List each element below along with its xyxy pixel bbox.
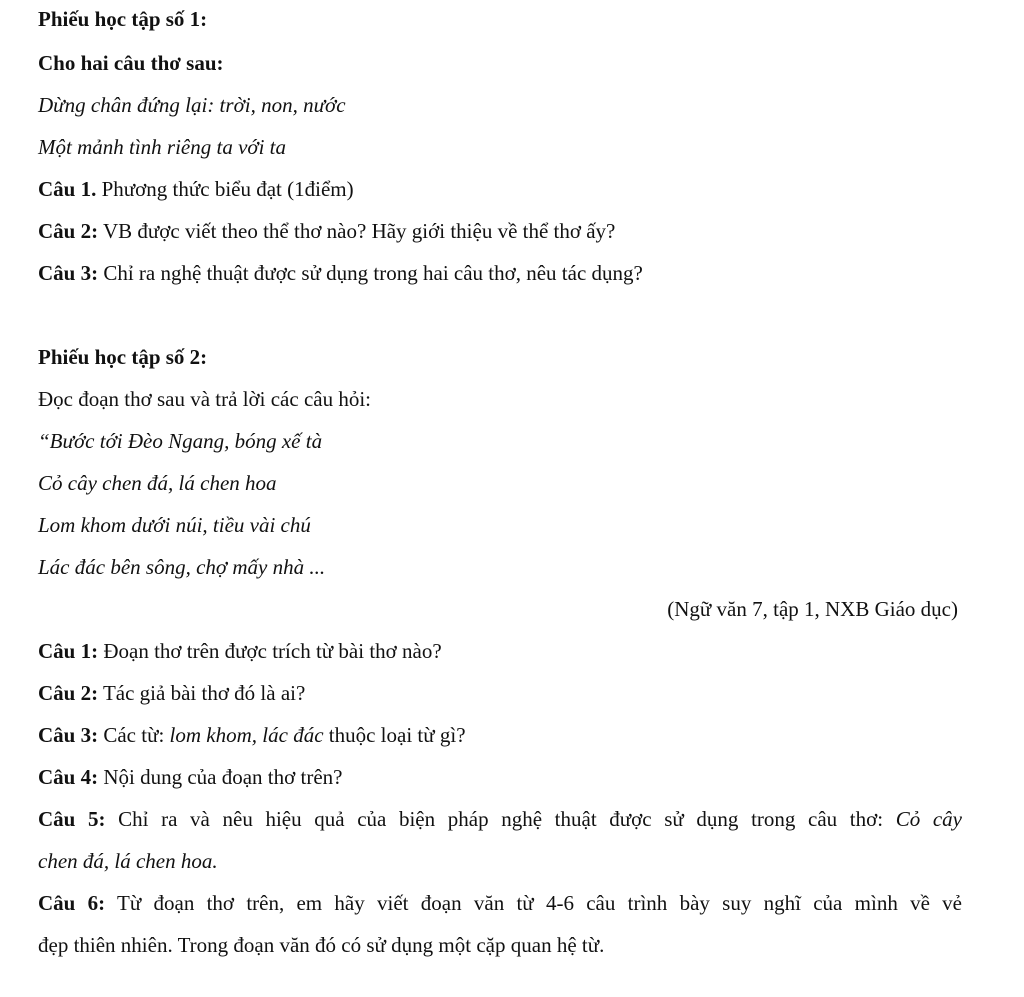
question-text: Tác giả bài thơ đó là ai? — [98, 681, 306, 705]
question-text: Đoạn thơ trên được trích từ bài thơ nào? — [98, 639, 442, 663]
question-text: Từ đoạn thơ trên, em hãy viết đoạn văn từ 4-6 câu trình bày suy nghĩ của mình về vẻ — [105, 891, 963, 915]
sheet2-heading: Phiếu học tập số 2: — [38, 345, 208, 369]
question-text: VB được viết theo thể thơ nào? Hãy giới thiệu về thể thơ ấy? — [98, 219, 616, 243]
question-label: Câu 4: — [38, 765, 99, 789]
question-label: Câu 3: — [38, 723, 99, 747]
sheet1-poem-line-2: Một mảnh tình riêng ta với ta — [38, 135, 287, 159]
question-label: Câu 2: — [38, 681, 99, 705]
sheet1-question-3 — [38, 260, 643, 286]
question-text: Chỉ ra nghệ thuật được sử dụng trong hai câu thơ, nêu tác dụng? — [98, 261, 643, 285]
sheet1-question-2 — [38, 218, 615, 244]
sheet2-question-5-continued: chen đá, lá chen hoa. — [38, 849, 218, 873]
sheet2-question-6 — [38, 890, 962, 916]
question-text: Các từ: — [98, 723, 170, 747]
sheet2-poem-line-4: Lác đác bên sông, chợ mấy nhà ... — [38, 555, 326, 579]
sheet2-question-4 — [38, 764, 342, 790]
question-text: Nội dung của đoạn thơ trên? — [98, 765, 343, 789]
sheet2-question-2 — [38, 680, 305, 706]
sheet2-question-1 — [38, 638, 442, 664]
question-label: Câu 1. — [38, 177, 97, 201]
sheet1-heading: Phiếu học tập số 1: — [38, 7, 208, 31]
question-text: Chỉ ra và nêu hiệu quả của biện pháp nghệ thuật được sử dụng trong câu thơ: — [105, 807, 896, 831]
sheet2-question-3 — [38, 722, 466, 748]
question-label: Câu 2: — [38, 219, 99, 243]
sheet2-question-6-continued: đẹp thiên nhiên. Trong đoạn văn đó có sử dụng một cặp quan hệ từ. — [38, 933, 605, 957]
question-label: Câu 3: — [38, 261, 99, 285]
question-label: Câu 5: — [38, 807, 106, 831]
sheet1-poem-line-1: Dừng chân đứng lại: trời, non, nước — [38, 93, 346, 117]
poem-source-citation: (Ngữ văn 7, tập 1, NXB Giáo dục) — [667, 597, 958, 621]
sheet1-intro: Cho hai câu thơ sau: — [38, 51, 224, 75]
question-italic-terms: lom khom, lác đác — [169, 723, 324, 747]
sheet1-question-1 — [38, 176, 354, 202]
question-text-end: thuộc loại từ gì? — [323, 723, 466, 747]
sheet2-question-5 — [38, 806, 962, 832]
sheet2-poem-line-3: Lom khom dưới núi, tiều vài chú — [38, 513, 311, 537]
question-italic-quote: Cỏ cây — [895, 807, 963, 831]
question-text: Phương thức biểu đạt (1điểm) — [96, 177, 354, 201]
sheet2-poem-line-2: Cỏ cây chen đá, lá chen hoa — [38, 471, 277, 495]
sheet2-intro: Đọc đoạn thơ sau và trả lời các câu hỏi: — [38, 387, 372, 411]
question-label: Câu 6: — [38, 891, 106, 915]
question-label: Câu 1: — [38, 639, 99, 663]
sheet2-poem-line-1: “Bước tới Đèo Ngang, bóng xế tà — [38, 429, 323, 453]
